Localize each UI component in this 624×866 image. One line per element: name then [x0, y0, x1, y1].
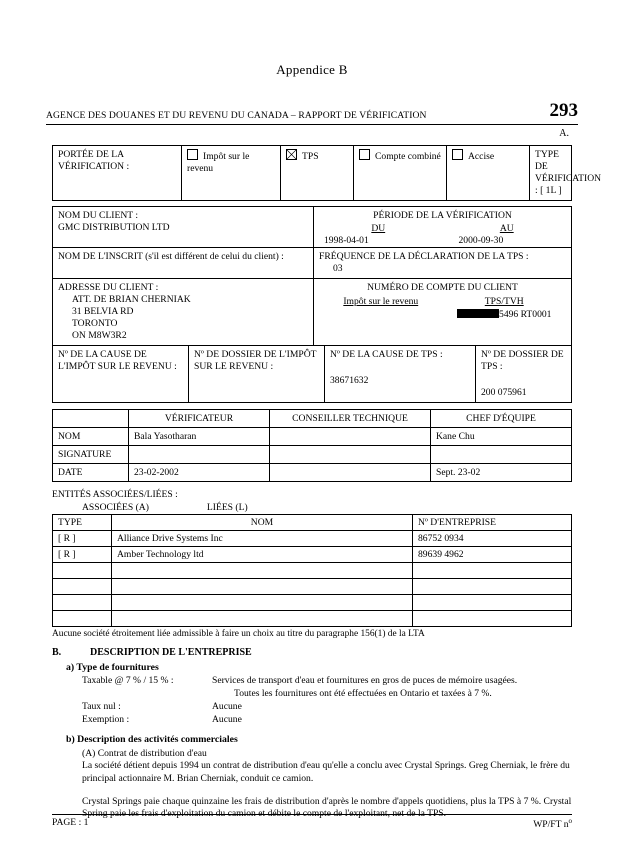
table-header-row	[53, 409, 572, 427]
entities-col-type: TYPE	[53, 514, 112, 530]
supply-value-exempt: Aucune	[212, 713, 242, 725]
section-b-heading	[52, 647, 572, 658]
activity-paragraph-2: La société détient depuis 1994 un contrat de distribution d'eau qu'elle a conclu avec Crystal Springs. Greg Cherniak, le frère du principal actionnaire M. Brian Cherniak, conduit ce camion.	[82, 760, 570, 785]
income-file-cell	[189, 345, 325, 402]
gst-cause-cell	[325, 345, 476, 402]
table-row	[53, 610, 572, 626]
redaction-block	[457, 309, 499, 318]
checkbox-gst[interactable]	[286, 149, 297, 160]
supply-key-taxable: Taxable @ 7 % / 15 % :	[82, 674, 174, 686]
account-gst-value: 5496 RT0001	[499, 308, 552, 320]
client-address-line-3: TORONTO	[72, 317, 118, 329]
footer-reference: WP/FT $n^o$	[533, 816, 572, 830]
income-cause-cell	[53, 345, 189, 402]
scope-option-label-combined: Compte combiné	[375, 151, 441, 162]
scope-label-cell	[53, 146, 182, 201]
supply-key-exempt: Exemption :	[82, 713, 130, 725]
entities-assoc-label: ASSOCIÉES (A)	[82, 501, 149, 513]
client-info-table	[52, 206, 572, 346]
section-b-sub-b-title: b) Description des activités commerciales	[66, 733, 238, 745]
scope-option-combined[interactable]	[354, 146, 447, 201]
table-row	[53, 530, 572, 546]
checkbox-income-tax[interactable]	[187, 149, 198, 160]
client-name-label: NOM DU CLIENT :	[58, 209, 139, 221]
entities-legend	[22, 502, 602, 513]
scope-audit-type-cell	[530, 146, 602, 201]
case-numbers-table	[52, 345, 572, 403]
activity-paragraph-1: (A) Contrat de distribution d'eau	[82, 747, 207, 759]
page-title: Appendice B	[276, 62, 348, 77]
section-b	[52, 647, 572, 821]
entity-num-1: 86752 0934	[413, 530, 572, 546]
table-header-row	[53, 514, 572, 530]
supply-row-taxable-cont	[52, 688, 572, 699]
sig-row-label-signature: SIGNATURE	[53, 445, 129, 463]
scope-option-label-gst: TPS	[302, 151, 319, 162]
entity-name-3	[112, 562, 413, 578]
sig-header-verificateur: VÉRIFICATEUR	[129, 409, 270, 427]
section-b-title: DESCRIPTION DE L'ENTREPRISE	[90, 646, 252, 658]
entities-col-nom: NOM	[112, 514, 413, 530]
table-row	[53, 427, 572, 445]
entity-num-5	[413, 594, 572, 610]
checkbox-combined-account[interactable]	[359, 149, 370, 160]
checkbox-excise[interactable]	[452, 149, 463, 160]
gst-file-value: 200 075961	[481, 386, 527, 398]
scope-option-label-excise: Accise	[468, 151, 495, 162]
table-row	[53, 463, 572, 481]
entity-type-1: [ R ]	[53, 530, 112, 546]
supply-key-taxable-cont	[82, 688, 212, 699]
entity-type-6	[53, 610, 112, 626]
scope-table	[52, 145, 602, 201]
client-name-value: GMC DISTRIBUTION LTD	[58, 221, 170, 233]
report-header	[46, 100, 578, 125]
supply-value-zero-rated: Aucune	[212, 700, 242, 712]
gst-cause-label: Nº DE LA CAUSE DE TPS :	[330, 348, 443, 360]
entities-title: ENTITÉS ASSOCIÉES/LIÉES :	[52, 488, 178, 500]
filing-frequency-label: FRÉQUENCE DE LA DÉCLARATION DE LA TPS :	[319, 250, 529, 262]
page-footer	[52, 814, 572, 830]
scope-option-gst[interactable]	[281, 146, 354, 201]
sig-date-verificateur: 23-02-2002	[129, 463, 270, 481]
entities-liees-label: LIÉES (L)	[206, 501, 248, 513]
entity-type-4	[53, 578, 112, 594]
agency-header-text: AGENCE DES DOUANES ET DU REVENU DU CANADA – RAPPORT DE VÉRIFICATION	[46, 110, 427, 121]
entity-name-1: Alliance Drive Systems Inc	[112, 530, 413, 546]
account-gst-label: TPS/TVH	[484, 295, 524, 307]
section-b-letter: B.	[52, 646, 62, 658]
client-address-line-2: 31 BELVIA RD	[72, 305, 134, 317]
sig-nom-conseiller	[270, 427, 431, 445]
period-from-value: 1998-04-01	[324, 234, 369, 246]
table-row	[53, 594, 572, 610]
sig-row-label-date: DATE	[53, 463, 129, 481]
table-row	[53, 546, 572, 562]
client-name-cell	[53, 206, 314, 247]
supply-row-exempt	[52, 714, 572, 725]
entities-col-num: Nº D'ENTREPRISE	[413, 514, 572, 530]
supply-row-zero-rated	[52, 701, 572, 712]
document-page	[0, 62, 624, 866]
income-file-label: Nº DE DOSSIER DE L'IMPÔT SUR LE REVENU :	[194, 348, 317, 372]
period-to-value: 2000-09-30	[458, 234, 504, 246]
supply-value-taxable-cont: Toutes les fournitures ont été effectuées en Ontario et taxées à 7 %.	[234, 687, 492, 699]
table-row	[53, 562, 572, 578]
scope-option-excise[interactable]	[447, 146, 530, 201]
footer-page-number: PAGE : 1	[52, 816, 89, 828]
sig-signature-conseiller	[270, 445, 431, 463]
scope-option-income[interactable]	[182, 146, 281, 201]
section-b-sub-a-title: a) Type de fournitures	[66, 661, 159, 673]
entity-num-3	[413, 562, 572, 578]
client-address-line-4: ON M8W3R2	[72, 329, 127, 341]
table-row	[53, 445, 572, 463]
supply-row-taxable	[52, 675, 572, 686]
entity-num-4	[413, 578, 572, 594]
account-income-label: Impôt sur le revenu	[343, 295, 419, 307]
client-account-label: NUMÉRO DE COMPTE DU CLIENT	[367, 281, 518, 293]
period-from-label: DU	[371, 222, 386, 234]
entity-name-5	[112, 594, 413, 610]
sig-nom-chef: Kane Chu	[431, 427, 572, 445]
client-address-line-1: ATT. DE BRIAN CHERNIAK	[72, 293, 191, 305]
activity-paragraph-3: Crystal Springs paie chaque quinzaine les frais de distribution d'après le nombre d'appels quotidiens, plus la TPS à 7 %. Crystal Spring paie les frais d'exploitation du camion et débite le compte de l'exploitant, net de la TPS.	[82, 795, 572, 820]
footer-reference-text: WP/FT n	[533, 819, 569, 830]
supply-value-taxable: Services de transport d'eau et fournitures en gros de puces de mémoire usagées.	[212, 674, 518, 686]
scope-label: PORTÉE DE LA VÉRIFICATION :	[58, 149, 130, 172]
period-to-label: AU	[499, 222, 514, 234]
entity-name-2: Amber Technology ltd	[112, 546, 413, 562]
entity-type-5	[53, 594, 112, 610]
audit-type-label: TYPE DE VÉRIFICATION : [ 1L ]	[535, 149, 602, 196]
page-number-large: 293	[549, 100, 578, 121]
sig-row-label-nom: NOM	[53, 427, 129, 445]
sig-signature-chef	[431, 445, 572, 463]
sig-signature-verificateur	[129, 445, 270, 463]
sig-date-chef: Sept. 23-02	[431, 463, 572, 481]
client-account-cell	[314, 278, 572, 345]
income-cause-label: Nº DE LA CAUSE DE L'IMPÔT SUR LE REVENU :	[58, 348, 177, 372]
entity-name-6	[112, 610, 413, 626]
entity-name-4	[112, 578, 413, 594]
entity-type-3	[53, 562, 112, 578]
audit-period-cell	[314, 206, 572, 247]
gst-cause-value: 38671632	[330, 374, 369, 386]
entity-type-2: [ R ]	[53, 546, 112, 562]
registrant-name-label: NOM DE L'INSCRIT (s'il est différent de celui du client) :	[58, 250, 284, 262]
sig-header-conseiller: CONSEILLER TECHNIQUE	[270, 409, 431, 427]
entities-table	[52, 514, 572, 627]
audit-period-label: PÉRIODE DE LA VÉRIFICATION	[373, 209, 512, 221]
entity-num-6	[413, 610, 572, 626]
entity-num-2: 89639 4962	[413, 546, 572, 562]
scope-option-label-income: Impôt sur le revenu	[187, 151, 250, 174]
gst-file-label: Nº DE DOSSIER DE TPS :	[481, 348, 564, 372]
section-letter-a: A.	[559, 128, 569, 139]
signature-table	[52, 409, 572, 482]
filing-frequency-value: 03	[333, 262, 343, 274]
sig-header-blank	[53, 409, 129, 427]
client-address-label: ADRESSE DU CLIENT :	[58, 281, 159, 293]
sig-header-chef: CHEF D'ÉQUIPE	[431, 409, 572, 427]
client-address-cell	[53, 278, 314, 345]
table-row	[53, 578, 572, 594]
entities-note: Aucune société étroitement liée admissible à faire un choix au titre du paragraphe 156(1) de la LTA	[52, 628, 425, 639]
sig-date-conseiller	[270, 463, 431, 481]
registrant-name-cell	[53, 247, 314, 278]
filing-frequency-cell	[314, 247, 572, 278]
sig-nom-verificateur: Bala Yasotharan	[129, 427, 270, 445]
gst-file-cell	[476, 345, 572, 402]
supply-key-zero-rated: Taux nul :	[82, 700, 121, 712]
